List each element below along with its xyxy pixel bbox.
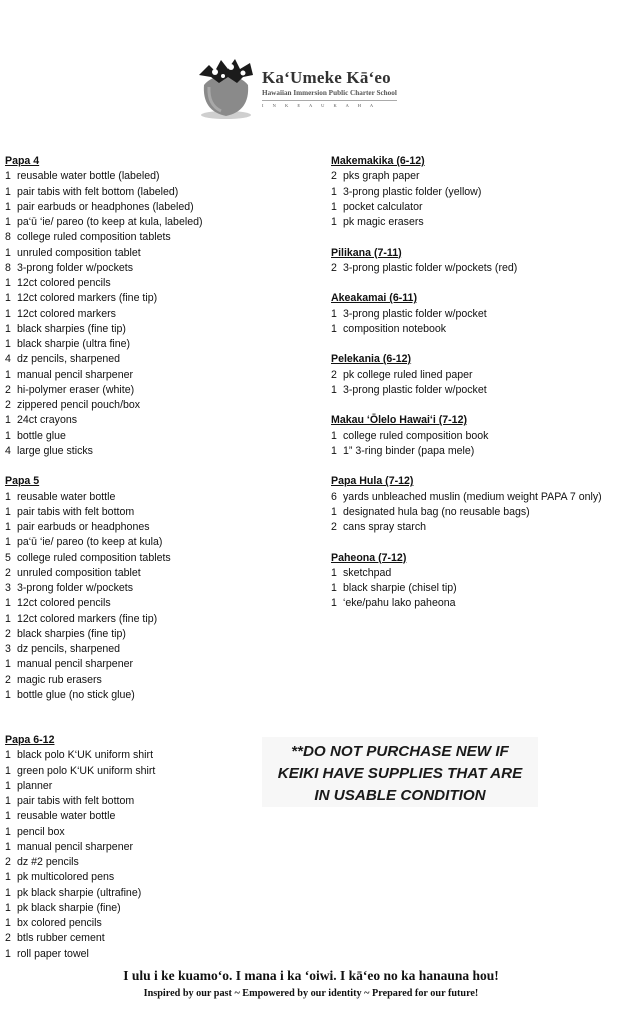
list-item bbox=[5, 291, 325, 306]
item-text: 3-prong plastic folder w/pocket bbox=[343, 383, 487, 396]
list-item bbox=[5, 383, 325, 398]
list-item bbox=[331, 200, 621, 215]
list-item bbox=[5, 642, 325, 657]
list-item bbox=[5, 200, 325, 215]
item-qty: 1 bbox=[5, 307, 11, 320]
item-text: 12ct colored markers bbox=[17, 307, 116, 320]
list-item bbox=[5, 688, 325, 703]
item-qty: 1 bbox=[331, 322, 337, 335]
item-qty: 1 bbox=[5, 505, 11, 518]
item-text: pair tabis with felt bottom bbox=[17, 795, 135, 807]
list-item bbox=[331, 322, 621, 337]
item-text: 12ct colored pencils bbox=[17, 277, 111, 289]
item-text: composition notebook bbox=[343, 322, 447, 335]
notice-line: KEIKI HAVE SUPPLIES THAT ARE bbox=[277, 765, 523, 782]
list-item bbox=[5, 322, 325, 337]
item-text: large glue sticks bbox=[17, 444, 93, 457]
section-pilikana bbox=[331, 246, 621, 277]
list-item bbox=[5, 276, 325, 291]
section-title: Papa 5 bbox=[5, 475, 40, 488]
footer bbox=[0, 968, 622, 999]
item-qty: 1 bbox=[5, 246, 11, 259]
item-text: 3-prong folder w/pockets bbox=[17, 582, 134, 594]
list-item bbox=[5, 185, 325, 200]
item-qty: 1 bbox=[5, 216, 11, 228]
item-qty: 2 bbox=[331, 368, 337, 381]
item-qty: 2 bbox=[5, 673, 11, 686]
item-qty: 1 bbox=[5, 795, 11, 807]
list-item bbox=[5, 825, 325, 840]
item-text: college ruled composition book bbox=[343, 429, 489, 442]
item-text: green polo K‘UK uniform shirt bbox=[17, 764, 156, 777]
item-text: 3-prong plastic folder w/pockets (red) bbox=[343, 261, 518, 274]
item-text: pair tabis with felt bottom (labeled) bbox=[17, 185, 179, 198]
list-item bbox=[5, 916, 325, 931]
item-qty: 1 bbox=[5, 597, 11, 610]
item-text: 3-prong folder w/pockets bbox=[17, 261, 134, 274]
list-item bbox=[5, 673, 325, 688]
do-not-purchase-notice bbox=[262, 737, 538, 807]
item-text: btls rubber cement bbox=[17, 932, 105, 945]
item-qty: 1 bbox=[5, 886, 11, 899]
item-text: college ruled composition tablets bbox=[17, 551, 171, 564]
list-item bbox=[5, 931, 325, 946]
item-text: bx colored pencils bbox=[17, 917, 102, 929]
notice-line: **DO NOT PURCHASE NEW IF bbox=[291, 743, 509, 760]
item-qty: 1 bbox=[331, 383, 337, 396]
item-text: pencil box bbox=[17, 825, 65, 838]
list-item bbox=[331, 596, 621, 611]
list-item bbox=[5, 261, 325, 276]
list-item bbox=[331, 505, 621, 520]
item-qty: 2 bbox=[5, 566, 11, 579]
list-item bbox=[5, 612, 325, 627]
item-qty: 1 bbox=[331, 200, 337, 213]
section-papa-hula bbox=[331, 474, 621, 535]
item-qty: 1 bbox=[5, 688, 11, 701]
item-text: pa‘ū ‘ie/ pareo (to keep at kula, labeled) bbox=[17, 216, 203, 228]
section-makemakika bbox=[331, 154, 621, 230]
list-item bbox=[5, 809, 325, 824]
item-qty: 1 bbox=[5, 825, 11, 838]
item-text: pa‘ū ‘ie/ pareo (to keep at kula) bbox=[17, 536, 163, 549]
list-item bbox=[331, 307, 621, 322]
list-item bbox=[5, 246, 325, 261]
item-text: sketchpad bbox=[343, 566, 392, 579]
item-text: pk black sharpie (fine) bbox=[17, 901, 121, 914]
footer-tagline: Inspired by our past ~ Empowered by our identity ~ Prepared for our future! bbox=[143, 988, 479, 999]
list-item bbox=[5, 870, 325, 885]
item-text: magic rub erasers bbox=[17, 673, 102, 686]
list-item bbox=[331, 566, 621, 581]
umeke-bowl-logo-icon bbox=[195, 55, 257, 121]
item-qty: 1 bbox=[5, 322, 11, 335]
item-text: bottle glue bbox=[17, 429, 66, 442]
item-qty: 1 bbox=[5, 170, 11, 183]
item-text: pair tabis with felt bottom bbox=[17, 505, 135, 518]
item-qty: 3 bbox=[5, 643, 11, 655]
item-qty: 3 bbox=[5, 582, 11, 594]
item-text: pk black sharpie (ultrafine) bbox=[17, 886, 142, 899]
list-item bbox=[5, 215, 325, 230]
item-qty: 2 bbox=[331, 261, 337, 274]
section-title: Paheona (7-12) bbox=[331, 551, 407, 564]
list-item bbox=[5, 581, 325, 596]
list-item bbox=[5, 855, 325, 870]
item-text: reusable water bottle bbox=[17, 810, 116, 823]
list-item bbox=[331, 368, 621, 383]
item-qty: 6 bbox=[331, 490, 337, 503]
list-item bbox=[331, 185, 621, 200]
item-text: designated hula bag (no reusable bags) bbox=[343, 505, 530, 518]
item-text: pocket calculator bbox=[343, 200, 423, 213]
notice-line: IN USABLE CONDITION bbox=[314, 787, 486, 804]
school-header bbox=[195, 55, 405, 125]
item-text: dz pencils, sharpened bbox=[17, 353, 121, 366]
list-item bbox=[331, 383, 621, 398]
item-qty: 1 bbox=[331, 597, 337, 610]
item-text: yards unbleached muslin (medium weight PAPA 7 only) bbox=[343, 490, 602, 503]
list-item bbox=[5, 657, 325, 672]
item-text: 3-prong plastic folder (yellow) bbox=[343, 185, 482, 198]
item-text: bottle glue (no stick glue) bbox=[17, 688, 135, 701]
list-item bbox=[5, 947, 325, 962]
item-qty: 2 bbox=[5, 383, 11, 396]
item-text: black sharpies (fine tip) bbox=[17, 322, 126, 335]
item-qty: 1 bbox=[5, 810, 11, 823]
section-makau-olelo-hawaii bbox=[331, 413, 621, 459]
item-qty: 8 bbox=[5, 231, 11, 244]
item-text: ‘eke/pahu lako paheona bbox=[343, 597, 456, 610]
list-item bbox=[5, 307, 325, 322]
item-text: black sharpies (fine tip) bbox=[17, 627, 126, 640]
list-item bbox=[331, 520, 621, 535]
item-text: black sharpie (chisel tip) bbox=[343, 582, 457, 594]
item-text: 12ct colored markers (fine tip) bbox=[17, 292, 158, 305]
item-qty: 1 bbox=[5, 536, 11, 549]
list-item bbox=[5, 230, 325, 245]
item-text: 12ct colored pencils bbox=[17, 597, 111, 610]
item-qty: 1 bbox=[331, 185, 337, 198]
list-item bbox=[5, 490, 325, 505]
item-text: hi-polymer eraser (white) bbox=[17, 383, 135, 396]
section-title: Pilikana (7-11) bbox=[331, 246, 402, 259]
list-item bbox=[5, 429, 325, 444]
list-item bbox=[331, 215, 621, 230]
section-title: Makau ‘Ōlelo Hawai‘i (7-12) bbox=[331, 414, 467, 427]
item-qty: 1 bbox=[5, 658, 11, 671]
section-title: Akeakamai (6-11) bbox=[331, 292, 417, 305]
section-akeakamai bbox=[331, 291, 621, 337]
item-qty: 2 bbox=[5, 932, 11, 945]
school-name: Ka‘Umeke Kā‘eo bbox=[262, 68, 391, 87]
item-text: manual pencil sharpener bbox=[17, 840, 134, 853]
item-qty: 1 bbox=[331, 307, 337, 320]
list-item bbox=[5, 566, 325, 581]
list-item bbox=[5, 352, 325, 367]
item-text: 24ct crayons bbox=[17, 414, 78, 427]
item-qty: 8 bbox=[5, 261, 11, 274]
item-qty: 1 bbox=[5, 764, 11, 777]
section-title: Papa Hula (7-12) bbox=[331, 475, 414, 488]
item-text: 12ct colored markers (fine tip) bbox=[17, 612, 158, 625]
item-qty: 4 bbox=[5, 353, 11, 366]
item-text: pair earbuds or headphones (labeled) bbox=[17, 200, 194, 213]
item-text: reusable water bottle (labeled) bbox=[17, 170, 160, 183]
item-qty: 5 bbox=[5, 551, 11, 564]
section-papa-4 bbox=[5, 154, 325, 459]
list-item bbox=[5, 551, 325, 566]
item-text: unruled composition tablet bbox=[17, 246, 141, 259]
item-qty: 1 bbox=[5, 429, 11, 442]
section-title: Papa 6-12 bbox=[5, 734, 55, 746]
item-text: planner bbox=[17, 779, 53, 792]
item-qty: 1 bbox=[5, 292, 11, 305]
section-pelekania bbox=[331, 352, 621, 398]
list-item bbox=[331, 261, 621, 276]
item-qty: 4 bbox=[5, 444, 11, 457]
item-text: manual pencil sharpener bbox=[17, 658, 134, 671]
item-text: zippered pencil pouch/box bbox=[17, 399, 141, 411]
list-item bbox=[5, 840, 325, 855]
item-qty: 1 bbox=[5, 612, 11, 625]
logo-text bbox=[262, 68, 397, 108]
item-qty: 1 bbox=[5, 779, 11, 792]
item-qty: 1 bbox=[5, 277, 11, 289]
item-qty: 1 bbox=[5, 917, 11, 929]
item-text: 3-prong plastic folder w/pocket bbox=[343, 307, 487, 320]
list-item bbox=[5, 627, 325, 642]
item-text: dz pencils, sharpened bbox=[17, 643, 121, 655]
item-qty: 1 bbox=[331, 566, 337, 579]
list-item bbox=[5, 413, 325, 428]
item-qty: 2 bbox=[331, 521, 337, 533]
item-qty: 1 bbox=[5, 840, 11, 853]
item-text: pk multicolored pens bbox=[17, 871, 115, 884]
item-text: college ruled composition tablets bbox=[17, 231, 171, 244]
item-text: cans spray starch bbox=[343, 521, 427, 533]
right-column bbox=[331, 154, 621, 627]
list-item bbox=[5, 398, 325, 413]
list-item bbox=[5, 505, 325, 520]
list-item bbox=[331, 581, 621, 596]
item-qty: 1 bbox=[331, 582, 337, 594]
list-item bbox=[5, 444, 325, 459]
item-qty: 1 bbox=[5, 368, 11, 381]
list-item bbox=[331, 444, 621, 459]
item-qty: 1 bbox=[331, 505, 337, 518]
item-qty: 2 bbox=[5, 627, 11, 640]
item-text: pk magic erasers bbox=[343, 216, 424, 228]
left-column bbox=[5, 154, 325, 977]
item-text: 1” 3-ring binder (papa mele) bbox=[343, 444, 475, 457]
item-text: pk college ruled lined paper bbox=[343, 368, 473, 381]
item-qty: 1 bbox=[5, 521, 11, 533]
item-text: unruled composition tablet bbox=[17, 566, 141, 579]
footer-motto: I ulu i ke kuamo‘o. I mana i ka ‘oiwi. I kā‘eo no ka hanauna hou! bbox=[123, 968, 499, 983]
item-text: black sharpie (ultra fine) bbox=[17, 338, 131, 350]
item-qty: 2 bbox=[331, 170, 337, 183]
item-qty: 1 bbox=[5, 901, 11, 914]
item-qty: 1 bbox=[5, 749, 11, 762]
item-qty: 1 bbox=[331, 216, 337, 228]
list-item bbox=[5, 596, 325, 611]
item-qty: 1 bbox=[5, 185, 11, 198]
item-qty: 1 bbox=[5, 871, 11, 884]
item-qty: 1 bbox=[5, 338, 11, 350]
item-qty: 2 bbox=[5, 399, 11, 411]
item-text: dz #2 pencils bbox=[17, 856, 79, 868]
item-text: pair earbuds or headphones bbox=[17, 521, 150, 533]
list-item bbox=[5, 368, 325, 383]
list-item bbox=[331, 490, 621, 505]
item-qty: 1 bbox=[331, 429, 337, 442]
list-item bbox=[5, 337, 325, 352]
item-qty: 1 bbox=[5, 490, 11, 503]
item-text: reusable water bottle bbox=[17, 490, 116, 503]
school-subtitle: Hawaiian Immersion Public Charter School bbox=[262, 89, 397, 97]
list-item bbox=[5, 886, 325, 901]
item-qty: 1 bbox=[5, 947, 11, 960]
item-text: manual pencil sharpener bbox=[17, 368, 134, 381]
list-item bbox=[5, 901, 325, 916]
section-title: Makemakika (6-12) bbox=[331, 155, 425, 167]
section-title: Pelekania (6-12) bbox=[331, 353, 412, 366]
item-text: roll paper towel bbox=[17, 947, 89, 960]
list-item bbox=[5, 169, 325, 184]
item-qty: 1 bbox=[5, 200, 11, 213]
school-location: I N K E A U K A H A bbox=[262, 100, 397, 108]
item-text: pks graph paper bbox=[343, 170, 420, 183]
item-qty: 1 bbox=[5, 414, 11, 427]
list-item bbox=[5, 520, 325, 535]
section-papa-5 bbox=[5, 474, 325, 703]
item-text: black polo K‘UK uniform shirt bbox=[17, 749, 154, 762]
list-item bbox=[331, 429, 621, 444]
item-qty: 1 bbox=[331, 444, 337, 457]
section-title: Papa 4 bbox=[5, 155, 40, 167]
list-item bbox=[5, 535, 325, 550]
section-paheona bbox=[331, 551, 621, 612]
item-qty: 2 bbox=[5, 856, 11, 868]
list-item bbox=[331, 169, 621, 184]
